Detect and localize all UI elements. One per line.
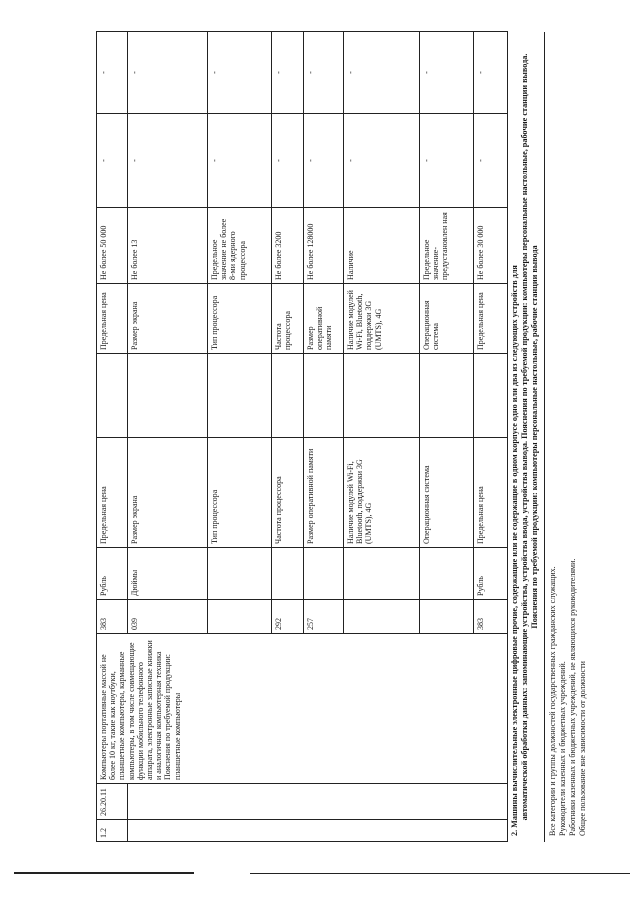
dash-cell: - — [344, 32, 420, 114]
unit-name — [420, 548, 474, 600]
characteristic: Наличие модулей Wi-Fi, Bluetooth, поддержки 3G (UMTS), 4G — [344, 438, 420, 548]
row-number: 1.2 — [97, 820, 128, 842]
spec-table — [96, 31, 508, 842]
okei-code — [420, 600, 474, 634]
approved-characteristic: Тип процессора — [208, 284, 272, 354]
approved-characteristic: Предельная цена — [474, 284, 508, 354]
unit-name — [304, 548, 344, 600]
clarification-label: Пояснения по требуемой продукции: — [163, 654, 173, 780]
dash-cell: - — [128, 32, 208, 114]
dash-cell: - — [128, 114, 208, 208]
characteristic: Операционная система — [420, 438, 474, 548]
approved-characteristic: Наличие модулей Wi-Fi, Bluetooth, поддержки 3G (UMTS), 4G — [344, 284, 420, 354]
section-title-line3: Пояснения по требуемой продукции: компьютеры персональные настольные, рабочие станции вывода — [529, 245, 539, 629]
footnote-line: Общее пользование вне зависимости от должности — [578, 661, 587, 836]
approved-value: Не более 3200 — [272, 208, 304, 284]
footnote-line: Работники казенных и бюджетных учреждений, не являющихся руководителями. — [568, 558, 577, 836]
rotated-content — [96, 32, 587, 842]
dash-cell: - — [474, 114, 508, 208]
dash-cell: - — [420, 32, 474, 114]
approved-value: Наличие — [344, 208, 420, 284]
characteristic: Предельная цена — [474, 438, 508, 548]
dash-cell: - — [97, 114, 128, 208]
product-name-cell — [97, 634, 508, 784]
scan-artifact — [250, 873, 630, 874]
approved-value: Не более 30 000 — [474, 208, 508, 284]
okei-code: 383 — [474, 600, 508, 634]
dash-cell: - — [208, 114, 272, 208]
okei-code: 383 — [97, 600, 128, 634]
dash-cell: - — [304, 114, 344, 208]
dash-cell: - — [272, 32, 304, 114]
characteristic: Размер экрана — [128, 438, 208, 548]
table-row — [97, 32, 128, 842]
okei-code — [344, 600, 420, 634]
characteristic: Тип процессора — [208, 438, 272, 548]
approved-characteristic: Частота процессора — [272, 284, 304, 354]
characteristic: Размер оперативной памяти — [304, 438, 344, 548]
dash-cell: - — [272, 114, 304, 208]
product-name: Компьютеры портативные массой не более 10 кг, такие как ноутбуки, планшетные компьютеры, карманные компьютеры, в том числе совмещающие функции мобильного телефонного аппарата, электронные записные книжки и аналогичная компьютерная техника — [99, 640, 164, 780]
approved-characteristic: Размер оперативной памяти — [304, 284, 344, 354]
dash-cell: - — [344, 114, 420, 208]
dash-cell: - — [420, 114, 474, 208]
dash-cell: - — [97, 32, 128, 114]
approved-value: Предельное значение-предустановлен ная — [420, 208, 474, 284]
section-number: 2. — [510, 829, 519, 836]
section-2-heading — [510, 32, 540, 842]
unit-name: Дюймы — [128, 548, 208, 600]
section-title-line1: Машины вычислительные электронные цифровые прочие, содержащие или не содержащие в одном корпусе одно или два из следующих устройств для — [510, 265, 519, 828]
okpd-code: 26.20.11 — [97, 784, 128, 820]
characteristic: Частота процессора — [272, 438, 304, 548]
scan-artifact — [14, 872, 194, 874]
okei-code: 257 — [304, 600, 344, 634]
unit-name: Рубль — [474, 548, 508, 600]
divider — [544, 32, 545, 842]
unit-name — [272, 548, 304, 600]
footnotes — [548, 46, 588, 836]
clarification-value: планшетные компьютеры — [172, 692, 182, 780]
okei-code — [208, 600, 272, 634]
okei-code: 292 — [272, 600, 304, 634]
footnote-line: Руководители казенных и бюджетных учреждений. — [558, 661, 567, 836]
unit-name — [208, 548, 272, 600]
footnote-line: Все категории и группы должностей государственных гражданских служащих. — [548, 566, 557, 836]
dash-cell: - — [208, 32, 272, 114]
approved-value: Предельное значение не более 8-ми ядерного процессора — [208, 208, 272, 284]
dash-cell: - — [474, 32, 508, 114]
characteristic: Предельная цена — [97, 438, 128, 548]
dash-cell: - — [304, 32, 344, 114]
unit-name: Рубль — [97, 548, 128, 600]
section-title-line2: автоматической обработки данных: запоминающие устройства, устройства ввода, устройства вывода. Пояснения по требуемой продукции: компьютеры персональные настольные, рабочие станции вывода. — [519, 53, 529, 821]
okei-code: 039 — [128, 600, 208, 634]
approved-value: Не более 128000 — [304, 208, 344, 284]
approved-characteristic: Предельная цена — [97, 284, 128, 354]
unit-name — [344, 548, 420, 600]
approved-value: Не более 50 000 — [97, 208, 128, 284]
approved-characteristic: Размер экрана — [128, 284, 208, 354]
approved-characteristic: Операционная система — [420, 284, 474, 354]
approved-value: Не более 13 — [128, 208, 208, 284]
